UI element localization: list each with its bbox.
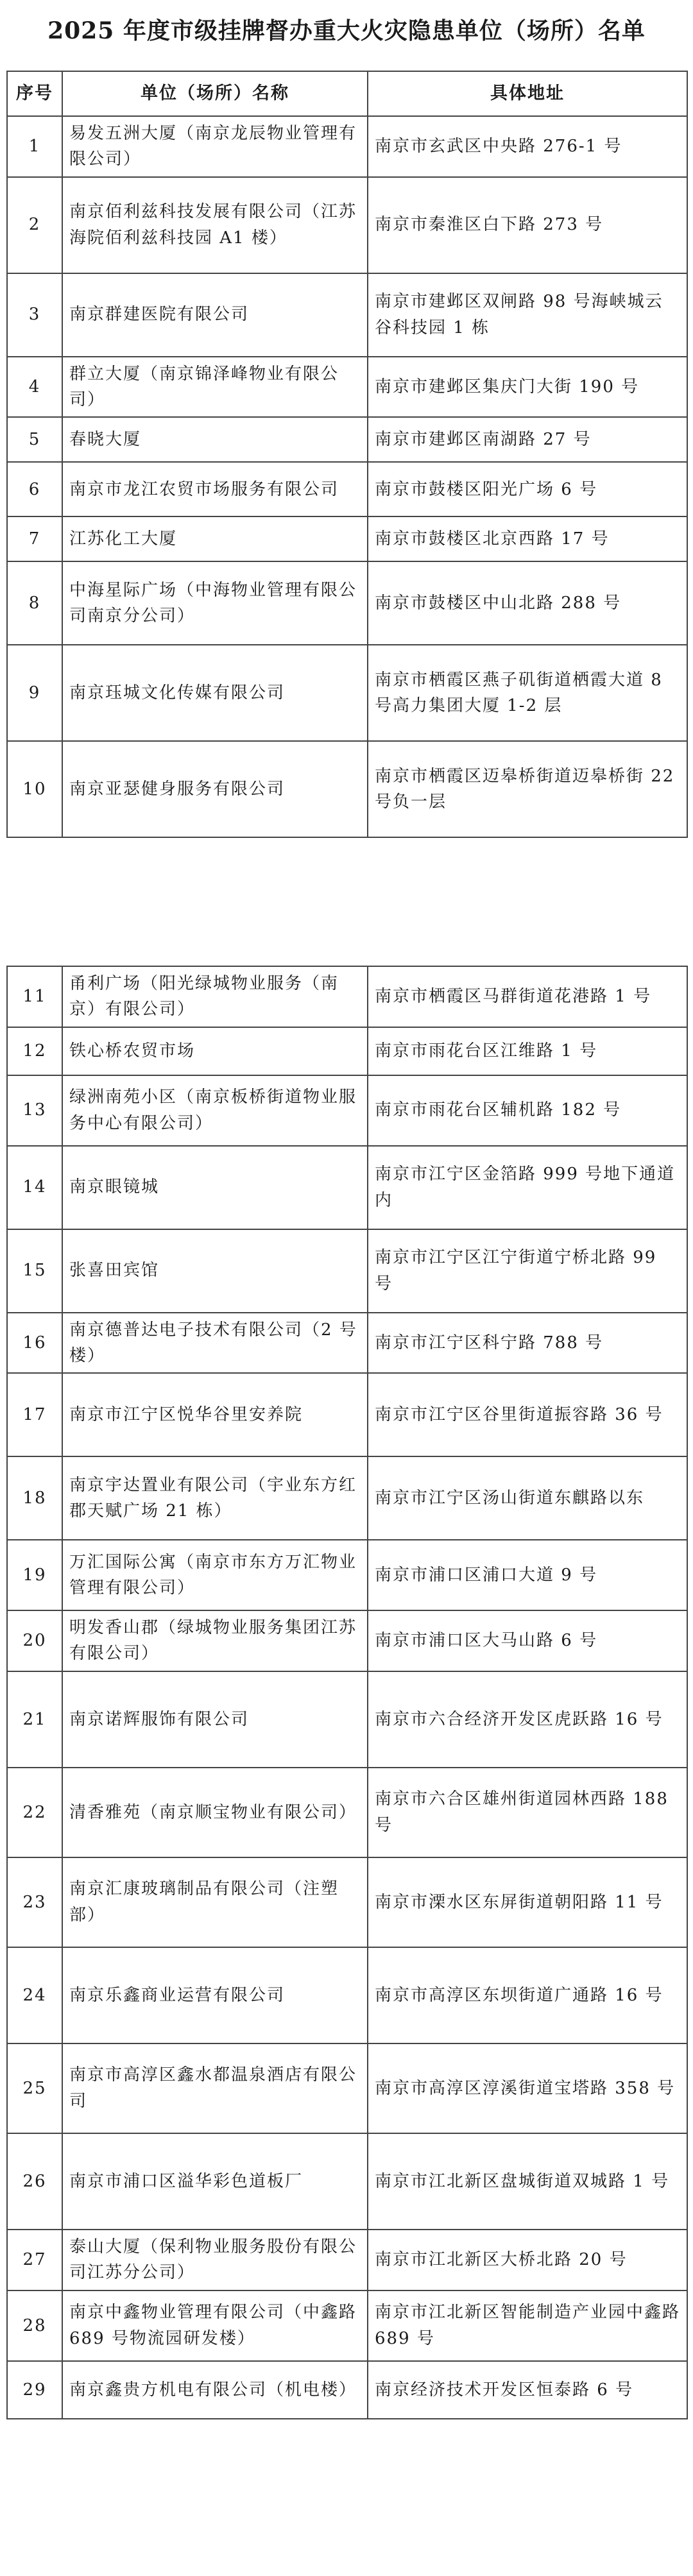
row-number: 7 <box>7 516 62 561</box>
table-row <box>7 1540 687 1610</box>
row-number: 18 <box>7 1456 62 1540</box>
row-number: 6 <box>7 462 62 516</box>
unit-address: 南京市鼓楼区中山北路 288 号 <box>368 561 687 645</box>
unit-address: 南京市江北新区盘城街道双城路 1 号 <box>368 2133 687 2230</box>
unit-name: 南京诺辉服饰有限公司 <box>62 1671 368 1768</box>
unit-name: 泰山大厦（保利物业服务股份有限公司江苏分公司） <box>62 2230 368 2290</box>
unit-name: 中海星际广场（中海物业管理有限公司南京分公司） <box>62 561 368 645</box>
table-row <box>7 1857 687 1947</box>
table-row <box>7 1313 687 1374</box>
header-address: 具体地址 <box>368 71 687 116</box>
unit-address: 南京市建邺区南湖路 27 号 <box>368 417 687 462</box>
unit-address: 南京市浦口区大马山路 6 号 <box>368 1610 687 1671</box>
row-number: 16 <box>7 1313 62 1374</box>
unit-address: 南京经济技术开发区恒泰路 6 号 <box>368 2361 687 2419</box>
unit-name: 江苏化工大厦 <box>62 516 368 561</box>
table-row <box>7 116 687 177</box>
unit-name: 群立大厦（南京锦泽峰物业有限公司） <box>62 357 368 418</box>
unit-address: 南京市江宁区江宁街道宁桥北路 99 号 <box>368 1229 687 1313</box>
unit-address: 南京市江宁区科宁路 788 号 <box>368 1313 687 1374</box>
table-row <box>7 2043 687 2133</box>
row-number: 5 <box>7 417 62 462</box>
row-number: 21 <box>7 1671 62 1768</box>
row-number: 25 <box>7 2043 62 2133</box>
table-row <box>7 1146 687 1229</box>
unit-name: 张喜田宾馆 <box>62 1229 368 1313</box>
unit-name: 南京群建医院有限公司 <box>62 273 368 357</box>
unit-address: 南京市江宁区汤山街道东麒路以东 <box>368 1456 687 1540</box>
row-number: 9 <box>7 645 62 741</box>
hazard-unit-table-part-2 <box>6 966 688 2419</box>
table-row <box>7 1671 687 1768</box>
unit-address: 南京市玄武区中央路 276-1 号 <box>368 116 687 177</box>
row-number: 28 <box>7 2290 62 2361</box>
row-number: 17 <box>7 1373 62 1456</box>
table-row <box>7 1373 687 1456</box>
row-number: 20 <box>7 1610 62 1671</box>
row-number: 19 <box>7 1540 62 1610</box>
unit-address: 南京市鼓楼区阳光广场 6 号 <box>368 462 687 516</box>
row-number: 14 <box>7 1146 62 1229</box>
unit-name: 南京汇康玻璃制品有限公司（注塑部） <box>62 1857 368 1947</box>
hazard-unit-table-part-1 <box>6 71 688 838</box>
table-row <box>7 2133 687 2230</box>
unit-address: 南京市栖霞区燕子矶街道栖霞大道 8 号高力集团大厦 1-2 层 <box>368 645 687 741</box>
unit-name: 明发香山郡（绿城物业服务集团江苏有限公司） <box>62 1610 368 1671</box>
table-row <box>7 2290 687 2361</box>
row-number: 27 <box>7 2230 62 2290</box>
unit-name: 南京市高淳区鑫水都温泉酒店有限公司 <box>62 2043 368 2133</box>
unit-address: 南京市六合经济开发区虎跃路 16 号 <box>368 1671 687 1768</box>
table-row <box>7 1229 687 1313</box>
unit-address: 南京市建邺区集庆门大街 190 号 <box>368 357 687 418</box>
unit-address: 南京市栖霞区迈皋桥街道迈皋桥街 22 号负一层 <box>368 741 687 837</box>
unit-name: 南京中鑫物业管理有限公司（中鑫路 689 号物流园研发楼） <box>62 2290 368 2361</box>
unit-name: 南京宇达置业有限公司（宇业东方红郡天赋广场 21 栋） <box>62 1456 368 1540</box>
row-number: 12 <box>7 1027 62 1075</box>
table-row <box>7 561 687 645</box>
table-row <box>7 462 687 516</box>
header-unit: 单位（场所）名称 <box>62 71 368 116</box>
row-number: 11 <box>7 966 62 1027</box>
table-row <box>7 2361 687 2419</box>
unit-address: 南京市江北新区大桥北路 20 号 <box>368 2230 687 2290</box>
row-number: 3 <box>7 273 62 357</box>
row-number: 8 <box>7 561 62 645</box>
table-row <box>7 1075 687 1146</box>
unit-address: 南京市江宁区谷里街道振容路 36 号 <box>368 1373 687 1456</box>
unit-address: 南京市六合区雄州街道园林西路 188 号 <box>368 1768 687 1857</box>
unit-address: 南京市鼓楼区北京西路 17 号 <box>368 516 687 561</box>
unit-address: 南京市江宁区金箔路 999 号地下通道内 <box>368 1146 687 1229</box>
table-row <box>7 1610 687 1671</box>
table-row <box>7 1947 687 2043</box>
unit-name: 南京眼镜城 <box>62 1146 368 1229</box>
unit-name: 万汇国际公寓（南京市东方万汇物业管理有限公司） <box>62 1540 368 1610</box>
unit-name: 南京德普达电子技术有限公司（2 号楼） <box>62 1313 368 1374</box>
unit-address: 南京市雨花台区辅机路 182 号 <box>368 1075 687 1146</box>
row-number: 10 <box>7 741 62 837</box>
table-row <box>7 516 687 561</box>
row-number: 2 <box>7 177 62 273</box>
unit-name: 南京亚瑟健身服务有限公司 <box>62 741 368 837</box>
unit-name: 南京佰利兹科技发展有限公司（江苏海院佰利兹科技园 A1 楼） <box>62 177 368 273</box>
unit-name: 南京珏城文化传媒有限公司 <box>62 645 368 741</box>
unit-name: 南京乐鑫商业运营有限公司 <box>62 1947 368 2043</box>
row-number: 29 <box>7 2361 62 2419</box>
row-number: 22 <box>7 1768 62 1857</box>
unit-address: 南京市栖霞区马群街道花港路 1 号 <box>368 966 687 1027</box>
unit-name: 春晓大厦 <box>62 417 368 462</box>
unit-name: 绿洲南苑小区（南京板桥街道物业服务中心有限公司） <box>62 1075 368 1146</box>
header-no: 序号 <box>7 71 62 116</box>
table-row <box>7 966 687 1027</box>
unit-name: 南京市江宁区悦华谷里安养院 <box>62 1373 368 1456</box>
row-number: 24 <box>7 1947 62 2043</box>
unit-address: 南京市建邺区双闸路 98 号海峡城云谷科技园 1 栋 <box>368 273 687 357</box>
table-row <box>7 177 687 273</box>
table-row <box>7 357 687 418</box>
unit-address: 南京市溧水区东屏街道朝阳路 11 号 <box>368 1857 687 1947</box>
table-row <box>7 2230 687 2290</box>
unit-address: 南京市高淳区东坝街道广通路 16 号 <box>368 1947 687 2043</box>
row-number: 26 <box>7 2133 62 2230</box>
table-header-row <box>7 71 687 116</box>
table-row <box>7 1768 687 1857</box>
unit-name: 南京市浦口区溢华彩色道板厂 <box>62 2133 368 2230</box>
row-number: 4 <box>7 357 62 418</box>
unit-address: 南京市浦口区浦口大道 9 号 <box>368 1540 687 1610</box>
unit-name: 甬利广场（阳光绿城物业服务（南京）有限公司） <box>62 966 368 1027</box>
unit-address: 南京市高淳区淳溪街道宝塔路 358 号 <box>368 2043 687 2133</box>
unit-name: 南京市龙江农贸市场服务有限公司 <box>62 462 368 516</box>
row-number: 1 <box>7 116 62 177</box>
table-row <box>7 1027 687 1075</box>
row-number: 13 <box>7 1075 62 1146</box>
page-title: 2025 年度市级挂牌督办重大火灾隐患单位（场所）名单 <box>47 17 646 44</box>
unit-address: 南京市江北新区智能制造产业园中鑫路 689 号 <box>368 2290 687 2361</box>
unit-name: 南京鑫贵方机电有限公司（机电楼） <box>62 2361 368 2419</box>
table-row <box>7 273 687 357</box>
table-row <box>7 417 687 462</box>
table-row <box>7 645 687 741</box>
table-row <box>7 741 687 837</box>
unit-name: 易发五洲大厦（南京龙辰物业管理有限公司） <box>62 116 368 177</box>
unit-name: 清香雅苑（南京顺宝物业有限公司） <box>62 1768 368 1857</box>
unit-name: 铁心桥农贸市场 <box>62 1027 368 1075</box>
row-number: 23 <box>7 1857 62 1947</box>
row-number: 15 <box>7 1229 62 1313</box>
unit-address: 南京市雨花台区江维路 1 号 <box>368 1027 687 1075</box>
unit-address: 南京市秦淮区白下路 273 号 <box>368 177 687 273</box>
table-row <box>7 1456 687 1540</box>
